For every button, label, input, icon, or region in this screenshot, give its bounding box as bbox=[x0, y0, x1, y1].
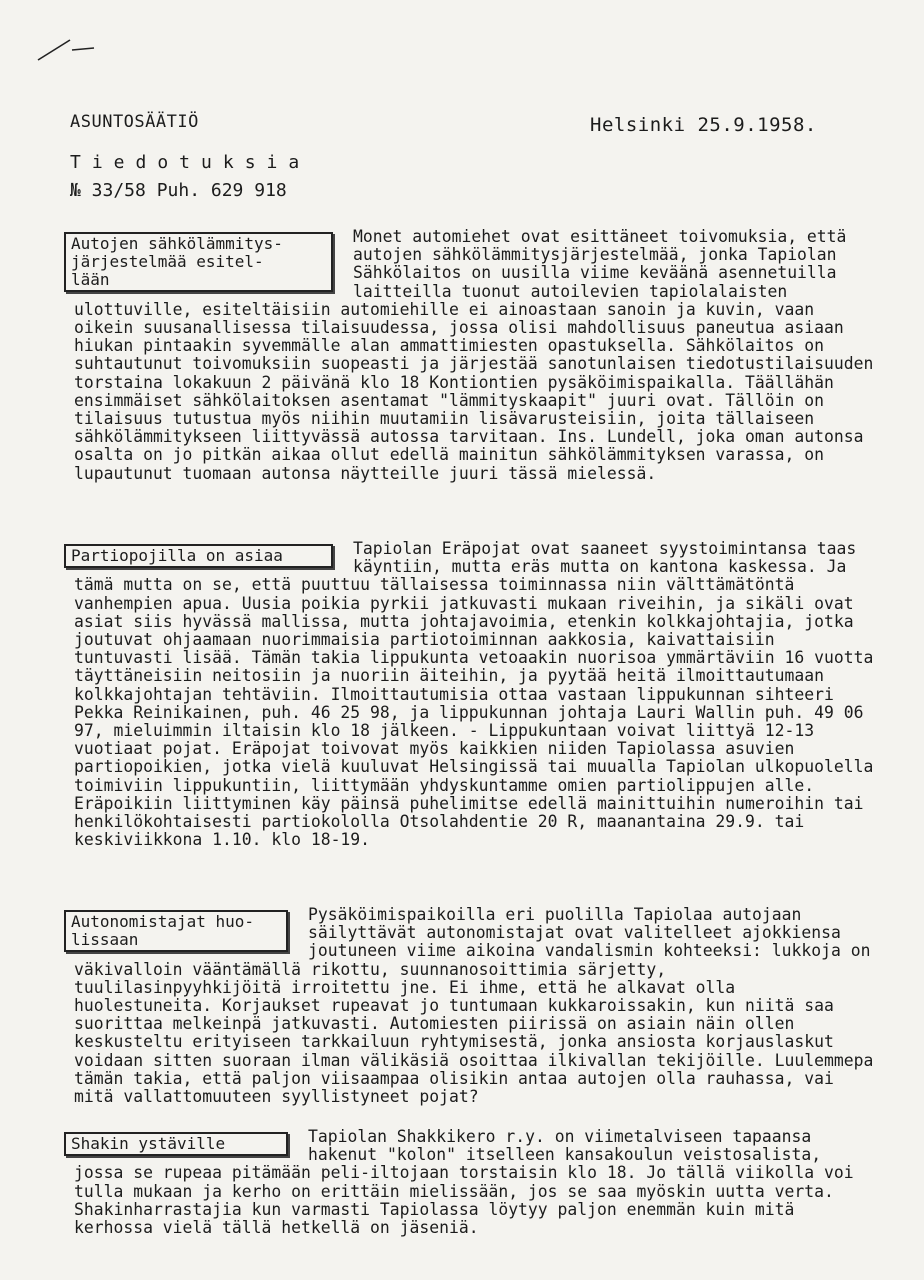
article-body: Pysäköimispaikoilla eri puolilla Tapiolaa autojaan säilyttävät autonomistajat ovat valitelleet ajokkiensa joutuneen viime aikoina vandalismin kohteeksi: lukkoja on väkivalloin vääntämällä rikottu, suunnanosoittimia särjetty, tuulilasinpyyhkijöitä irroitettu jne. Ei ihme, että he alkavat olla huolestuneita. Korjaukset rupeavat jo tuntumaan kukkaroissakin, kun niitä saa suorittaa melkeinpä jatkuvasti. Automiesten piirissä on asiain näin ollen keskusteltu erityiseen tarkkailuun ryhtymisestä, jonka ansiosta korjauslaskut voidaan sitten suoraan ilman välikäsiä osoittaa ilkivallan tekijöille. Luulemmepa tämän takia, että paljon viisaampaa olisikin antaa autojen olla rauhassa, vai mitä vallattomuuteen syyllistyneet pojat? bbox=[74, 905, 884, 1107]
article-body: Monet automiehet ovat esittäneet toivomuksia, että autojen sähkölämmitysjärjestelmää, jonka Tapiolan Sähkölaitos on uusilla viime keväänä asennetuilla laitteilla tuonut autoilevien tapiolalaisten ulottuville, esiteltäisiin automiehille ei ainoastaan sanoin ja kuvin, vaan oikein suusanallisessa tilaisuudessa, jossa olisi mahdollisuus paneutua asiaan hiukan pintaakin syvemmälle alan ammattimiesten opastuksella. Sähkölaitos on suhtautunut toivomuksiin suopeasti ja järjestää sanotunlaisen tiedotustilaisuuden torstaina lokakuun 2 päivänä klo 18 Kontiontien pysäköimispaikalla. Täällähän ensimmäiset sähkölaitoksen asentamat "lämmityskaapit" juuri ovat. Tällöin on tilaisuus tutustua myös niihin muutamiin lisävarusteisiin, joita tällaiseen sähkölämmitykseen liittyvässä autossa tarvitaan. Ins. Lundell, joka oman autonsa osalta on jo pitkän aikaa ollut edellä mainitun sähkölämmityksen varassa, on lupautunut tuomaan autonsa näytteille juuri tässä mielessä. bbox=[74, 227, 884, 483]
article-body: Tapiolan Shakkikero r.y. on viimetalviseen tapaansa hakenut "kolon" itselleen kansakoulun veistosalista, jossa se rupeaa pitämään peli-iltojaan torstaisin klo 18. Jo tällä viikolla voi tulla mukaan ja kerho on erittäin mielissään, jos se saa myöskin uutta verta. Shakinharrastajia kun varmasti Tapiolassa löytyy paljon enemmän kuin mitä kerhossa vielä tällä hetkellä on jäseniä. bbox=[74, 1127, 864, 1238]
article-car-owners bbox=[71, 905, 924, 1107]
place-date: Helsinki 25.9.1958. bbox=[590, 114, 817, 136]
document-title: Tiedotuksia bbox=[70, 152, 311, 173]
article-heading: Autonomistajat huo- lissaan bbox=[64, 910, 288, 952]
article-car-heating bbox=[71, 227, 924, 483]
article-scouts bbox=[71, 539, 924, 850]
article-body: Tapiolan Eräpojat ovat saaneet syystoimintansa taas käyntiin, mutta eräs mutta on kantona kaskessa. Ja tämä mutta on se, että puuttuu tällaisessa toiminnassa niin välttämätöntä vanhempien apua. Uusia poikia pyrkii jatkuvasti mukaan riveihin, ja sikäli ovat asiat siis hyvässä mallissa, mutta johtajavoimia, etenkin kolkkajohtajia, jotka joutuvat ohjaamaan nuorimmaisia partiotoiminnan aakkosia, kaivattaisiin tuntuvasti lisää. Tämän takia lippukunta vetoaakin nuorisoa ymmärtäviin 16 vuotta täyttäneisiin neitosiin ja nuoriin äiteihin, ja pyytää heitä ilmoittautumaan kolkkajohtajan tehtäviin. Ilmoittautumisia ottaa vastaan lippukunnan sihteeri Pekka Reinikainen, puh. 46 25 98, ja lippukunnan johtaja Lauri Wallin puh. 49 06 97, mieluimmin iltaisin klo 18 jälkeen. - Lippukuntaan voivat liittyä 12-13 vuotiaat pojat. Eräpojat toivovat myös kaikkien niiden Tapiolassa asuvien partiopoikien, jotka vielä kuuluvat Helsingissä tai muualla Tapiolan ulkopuolella toimiviin lippukuntiin, liittymään yhdyskuntamme omien partiolippujen alle. Eräpoikiin liittyminen käy päinsä puhelimitse edellä mainittuihin numeroihin tai henkilökohtaisesti partiokololla Otsolahdentie 20 R, maanantaina 29.9. tai keskiviikkona 1.10. klo 18-19. bbox=[74, 539, 884, 850]
issue-number: № 33/58 Puh. 629 918 bbox=[70, 180, 287, 201]
handwritten-dash-mark bbox=[30, 26, 110, 66]
article-heading: Autojen sähkölämmitys- järjestelmää esitel- lään bbox=[64, 232, 333, 292]
article-heading: Partiopojilla on asiaa bbox=[64, 544, 333, 568]
article-heading: Shakin ystäville bbox=[64, 1132, 288, 1156]
organization-name: ASUNTOSÄÄTIÖ bbox=[70, 112, 199, 132]
article-chess bbox=[71, 1127, 924, 1238]
